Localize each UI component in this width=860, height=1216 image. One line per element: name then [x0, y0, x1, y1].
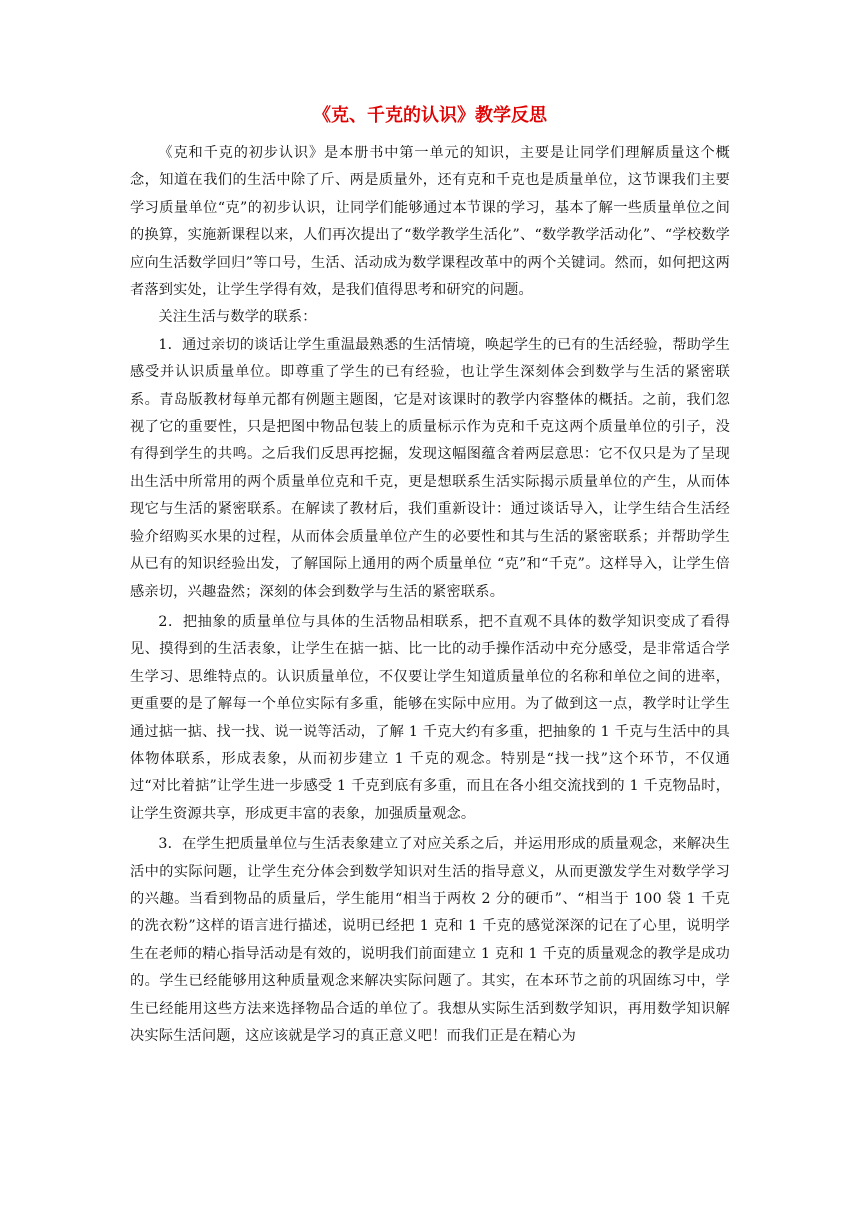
point-2-paragraph: 2．把抽象的质量单位与具体的生活物品相联系，把不直观不具体的数学知识变成了看得见、摸得到的生活表象，让学生在掂一掂、比一比的动手操作活动中充分感受，是非常适合学生学习、思维特点的。认识质量单位，不仅要让学生知道质量单位的名称和单位之间的进率，更重要的是了解每一个单位实际有多重，能够在实际中应用。为了做到这一点，教学时让学生通过掂一掂、找一找、说一说等活动，了解 1 千克大约有多重，把抽象的 1 千克与生活中的具体物体联系，形成表象，从而初步建立 1 千克的观念。特别是“找一找”这个环节，不仅通过“对比着掂”让学生进一步感受 1 千克到底有多重，而且在各小组交流找到的 1 千克物品时，让学生资源共享，形成更丰富的表象，加强质量观念。 [130, 613, 730, 822]
section-heading-paragraph: 关注生活与数学的联系： [158, 309, 317, 326]
document-title: 《克、千克的认识》教学反思 [313, 105, 547, 126]
intro-paragraph: 《克和千克的初步认识》是本册书中第一单元的知识，主要是让同学们理解质量这个概念，知道在我们的生活中除了斤、两是质量外，还有克和千克也是质量单位，这节课我们主要学习质量单位“克”的初步认识，让同学们能够通过本节课的学习，基本了解一些质量单位之间的换算，实施新课程以来，人们再次提出了“数学教学生活化”、“数学教学活动化”、“学校数学应向生活数学回归”等口号，生活、活动成为数学课程改革中的两个关键词。然而，如何把这两者落到实处，让学生学得有效，是我们值得思考和研究的问题。 [130, 145, 730, 299]
point-1-paragraph: 1．通过亲切的谈话让学生重温最熟悉的生活情境，唤起学生的已有的生活经验，帮助学生感受并认识质量单位。即尊重了学生的已有经验，也让学生深刻体会到数学与生活的紧密联系。青岛版教材每单元都有例题主题图，它是对该课时的教学内容整体的概括。之前，我们忽视了它的重要性，只是把图中物品包装上的质量标示作为克和千克这两个质量单位的引子，没有得到学生的共鸣。之后我们反思再挖掘，发现这幅图蕴含着两层意思：它不仅只是为了呈现出生活中所常用的两个质量单位克和千克，更是想联系生活实际揭示质量单位的产生，从而体现它与生活的紧密联系。在解读了教材后，我们重新设计：通过谈话导入，让学生结合生活经验介绍购买水果的过程，从而体会质量单位产生的必要性和其与生活的紧密联系；并帮助学生从已有的知识经验出发，了解国际上通用的两个质量单位 “克”和“千克”。这样导入，让学生倍感亲切，兴趣盎然；深刻的体会到数学与生活的紧密联系。 [130, 336, 730, 600]
document-page [130, 102, 730, 1050]
point-3-paragraph: 3．在学生把质量单位与生活表象建立了对应关系之后，并运用形成的质量观念，来解决生活中的实际问题，让学生充分体会到数学知识对生活的指导意义，从而更激发学生对数学学习的兴趣。当看到物品的质量后，学生能用“相当于两枚 2 分的硬币”、“相当于 100 袋 1 千克的洗衣粉”这样的语言进行描述，说明已经把 1 克和 1 千克的感觉深深的记在了心里，说明学生在老师的精心指导活动是有效的，说明我们前面建立 1 克和 1 千克的质量观念的教学是成功的。学生已经能够用这种质量观念来解决实际问题了。其实，在本环节之前的巩固练习中，学生已经能用这些方法来选择物品合适的单位了。我想从实际生活到数学知识，再用数学知识解决实际生活问题，这应该就是学习的真正意义吧！而我们正是在精心为 [130, 836, 730, 1044]
